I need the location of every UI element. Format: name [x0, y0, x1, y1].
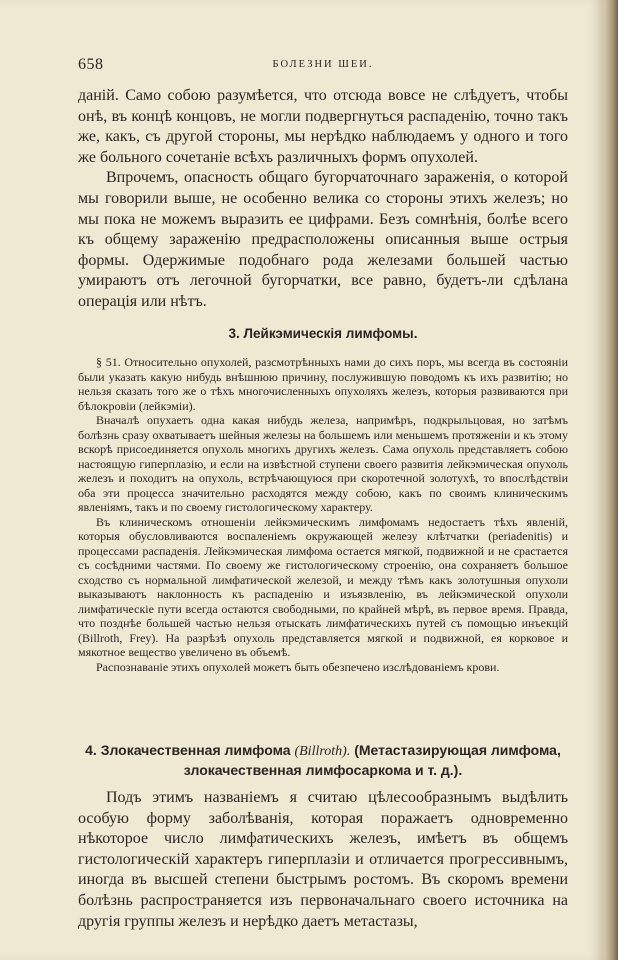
paragraph: § 51. Относительно опухолей, разсмотрѣнныхъ нами до сихъ поръ, мы всегда въ состояніи были указать какую нибудь внѣшнюю причину, послужившую поводомъ къ ихъ развитію; но нельзя сказать того же о тѣхъ многочисленныхъ опухоляхъ железъ, которыя развиваются при бѣлокровіи (лейкэміи).: [78, 355, 568, 413]
paragraph: Вначалѣ опухаетъ одна какая нибудь железа, напримѣръ, подкрыльцовая, но затѣмъ болѣзнь сразу охватываетъ шейныя железы на большемъ или меньшемъ протяженіи и къ этому вскорѣ присоединяется опухоль многихъ другихъ железъ. Сама опухоль представляетъ собою настоящую гиперплазію, и если на извѣстной ступени своего развитія лейкэмическая опухоль железъ и походитъ на опухоль, встрѣчающуюся при скоротечной золотухѣ, то впослѣдствіи оба эти процесса значительно расходятся между собою, какъ по своимъ клиническимъ явленіямъ, такъ и по своему гистологическому характеру.: [78, 413, 568, 514]
section-3-text: [78, 355, 568, 674]
section-4-title-suffix: (Метастазирующая лимфома, злокачественная лимфосаркома и т. д.).: [183, 742, 561, 778]
paragraph: даній. Само собою разумѣется, что отсюда вовсе не слѣдуетъ, чтобы онѣ, въ концѣ концовъ, не могли подвергнуться распаденію, точно такъ же, какъ, съ другой стороны, мы нерѣдко наблюдаемъ у одного и того же больного сочетаніе всѣхъ различныхъ формъ опухолей.: [78, 87, 568, 166]
page-header: [78, 56, 568, 76]
paragraph: Впрочемъ, опасность общаго бугорчаточнаго зараженія, о которой мы говорили выше, не особенно велика со стороны этихъ железъ; но мы пока не можемъ выразить ее цифрами. Безъ сомнѣнія, болѣе всего къ общему зараженію предрасположены описанныя выше острыя формы. Одержимые подобнаго рода железами большей частью умираютъ отъ легочной бугорчатки, все равно, будетъ-ли сдѣлана операція или нѣтъ.: [78, 169, 568, 310]
section-4-title: [78, 741, 568, 780]
paragraph: Подъ этимъ названіемъ я считаю цѣлесообразнымъ выдѣлить особую форму заболѣванія, которая поражаетъ одновременно нѣкоторое число лимфатическихъ железъ, имѣетъ въ общемъ гистологическій характеръ гиперплазіи и отличается прогрессивнымъ, иногда въ высшей степени быстрымъ ростомъ. Въ скоромъ времени болѣзнь распространяется изъ первоначальнаго своего источника на другія группы железъ и нерѣдко даетъ метастазы,: [78, 789, 568, 930]
running-title: БОЛЕЗНИ ШЕИ.: [272, 59, 374, 70]
paragraph: Въ клиническомъ отношеніи лейкэмическимъ лимфомамъ недостаетъ тѣхъ явленій, которыя обусловливаются воспаленіемъ окружающей железу клѣтчатки (periadenitis) и процессами распаденія. Лейкэмическая лимфома остается мягкой, подвижной и не срастается съ сосѣдними частями. По своему же гистологическому строенію, она сохраняетъ большое сходство съ нормальной лимфатической железой, и между тѣмъ какъ золотушныя опухоли выказываютъ наклонность къ распаденію и изъязвленію, въ лейкэмической опухоли лимфатическіе пути всегда остаются свободными, по крайней мѣрѣ, въ первое время. Правда, что позднѣе большей частью нельзя отыскать лимфатическихъ путей съ помощью инъекцій (Billroth, Frey). На разрѣзѣ опухоль представляется мягкой и подвижной, ея корковое и мякотное вещество увеличено въ объемѣ.: [78, 514, 568, 659]
page-number: 658: [78, 56, 104, 73]
section-4-title-prefix: 4. Злокачественная лимфома: [85, 742, 291, 758]
paragraph: Распознаваніе этихъ опухолей можетъ быть обезпечено изслѣдованіемъ крови.: [96, 659, 500, 674]
intro-text: [78, 86, 568, 313]
page-edge: [604, 0, 618, 960]
section-4-text: [78, 788, 568, 932]
section-3-title: 3. Лейкэмическія лимфомы.: [228, 326, 418, 341]
section-4-title-author: (Billroth).: [294, 744, 351, 759]
